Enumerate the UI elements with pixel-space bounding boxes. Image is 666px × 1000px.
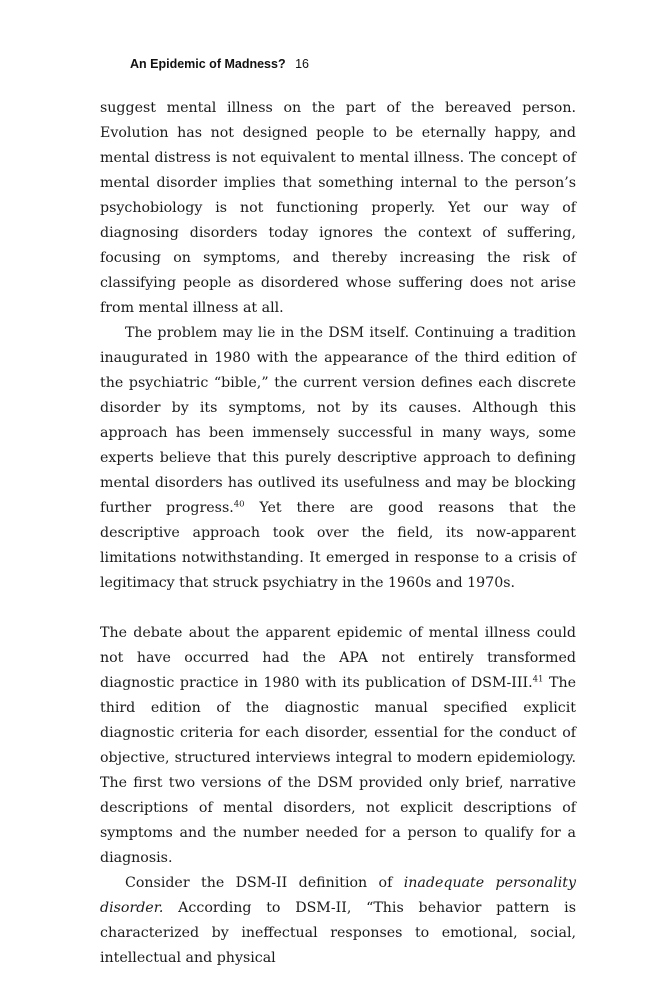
paragraph-2-text-after: Yet there are good reasons that the descriptive approach took over the field, its now-apparent limitations notwithstanding. It emerged in response to a crisis of legitimacy that struck psychiatry in the 1960s and 1970s. xyxy=(100,500,576,591)
running-head xyxy=(130,57,309,71)
paragraph-2 xyxy=(100,321,576,596)
paragraph-4-italic-term: inadequate personality disorder. xyxy=(100,875,576,916)
paragraph-1: suggest mental illness on the part of the bereaved person. Evolution has not designed people to be eternally happy, and mental distress is not equivalent to mental illness. The concept of mental disorder implies that something internal to the person’s psychobiology is not functioning properly. Yet our way of diagnosing disorders today ignores the context of suffering, focusing on symptoms, and thereby increasing the risk of classifying people as disordered whose suffering does not arise from mental illness at all. xyxy=(100,100,576,316)
endnote-ref-40: 40 xyxy=(233,499,245,510)
body-text xyxy=(100,96,576,971)
paragraph-3 xyxy=(100,621,576,871)
paragraph-4-text-after: According to DSM-II, “This behavior pattern is characterized by ineffectual responses to emotional, social, intellectual and physical xyxy=(100,900,576,966)
paragraph-3-text: The debate about the apparent epidemic of mental illness could not have occurred had the APA not entirely transformed diagnostic practice in 1980 with its publication of DSM-III. xyxy=(100,625,576,691)
page-number: 16 xyxy=(295,57,309,71)
paragraph-4-text: Consider the DSM-II definition of xyxy=(125,875,404,891)
paragraph-2-text: The problem may lie in the DSM itself. Continuing a tradition inaugurated in 1980 with the appearance of the third edition of the psychiatric “bible,” the current version defines each discrete disorder by its symptoms, not by its causes. Although this approach has been immensely successful in many ways, some experts believe that this purely descriptive approach to defining mental disorders has outlived its usefulness and may be blocking further progress. xyxy=(100,325,576,516)
paragraph-3-text-after: The third edition of the diagnostic manual specified explicit diagnostic criteria for each disorder, essential for the conduct of objective, structured interviews integral to modern epidemiology. The first two versions of the DSM provided only brief, narrative descriptions of mental disorders, not explicit descriptions of symptoms and the number needed for a person to qualify for a diagnosis. xyxy=(100,675,577,866)
running-head-title: An Epidemic of Madness? xyxy=(130,57,286,71)
endnote-ref-41: 41 xyxy=(532,674,544,685)
paragraph-4 xyxy=(100,871,576,971)
